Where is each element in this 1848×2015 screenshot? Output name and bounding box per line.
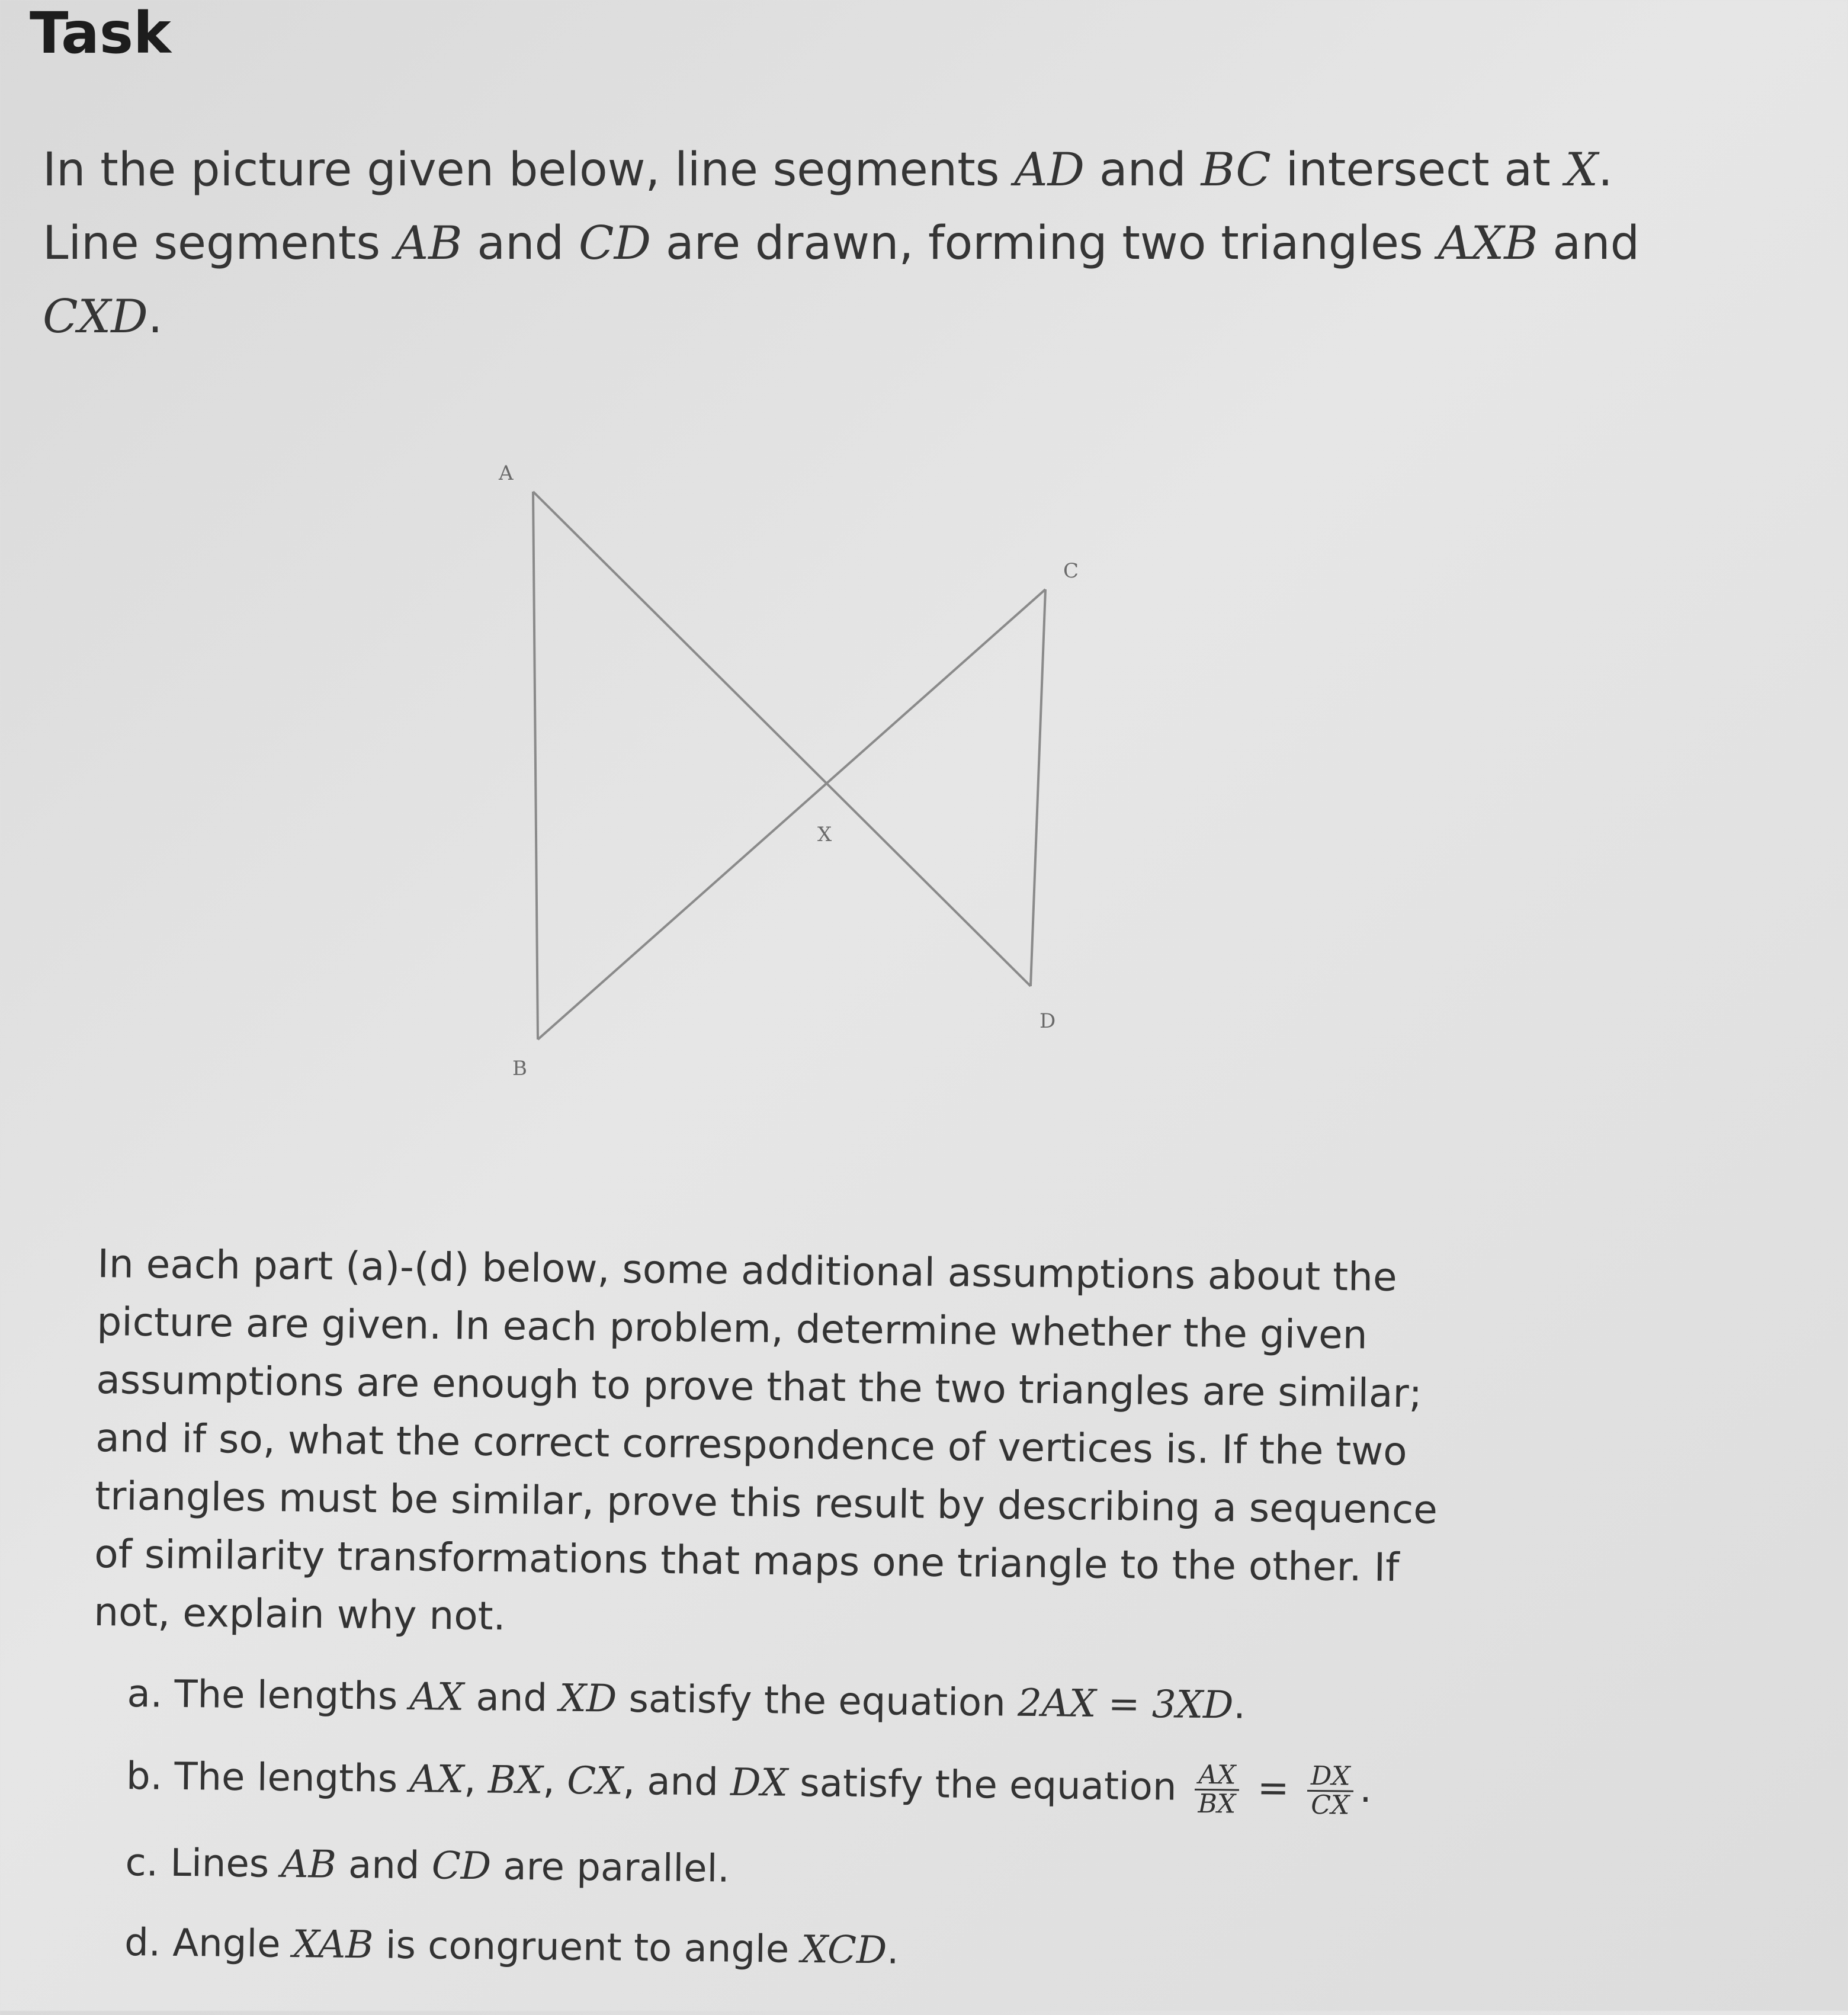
part-b [126,1750,1667,1823]
parts-list [124,1670,1667,2015]
part-text: . [1233,1683,1246,1728]
fraction-denominator: BX [1198,1788,1236,1820]
segment-bc [538,589,1045,1039]
intro-text: and [462,217,579,270]
part-text: c. Lines [125,1840,281,1886]
fraction-numerator: DX [1307,1763,1354,1792]
intro-math: AD [1014,143,1085,197]
part-text: . [1359,1767,1372,1812]
intro-text: and [1085,143,1201,197]
triangles-figure [486,450,1137,1090]
intro-math: X [1565,143,1599,197]
fraction-numerator: AX [1195,1761,1240,1791]
part-text: and [463,1675,560,1721]
part-text: , and [623,1759,731,1805]
segment-ab [533,492,538,1039]
part-text: are parallel. [490,1844,730,1891]
intro-math: CXD [43,290,148,344]
instructions-paragraph: In each part (a)-(d) below, some additional assumptions about the picture are given. In each problem, determine whether the given assumptions are enough to prove that the two triangles are similar; and if so, what the correct correspondence of vertices is. If the two triangles must be similar, prove this result by describing a sequence of similarity transformations that maps one triangle to the other. If not, explain why not. [93,1240,1438,1639]
part-text: satisfy the equation [616,1677,1018,1725]
part-text: , [543,1759,567,1803]
vertex-label-x: X [817,823,832,846]
part-math: XCD [801,1927,887,1973]
part-a [127,1670,1667,1734]
part-text: satisfy the equation [787,1761,1189,1809]
part-text: , [463,1758,489,1802]
part-math: CX [566,1759,624,1804]
intro-paragraph [43,133,1642,354]
part-math: BX [487,1758,543,1803]
segment-cd [1031,589,1045,986]
equals-sign: = [1245,1766,1302,1811]
part-text: a. The lengths [127,1671,410,1719]
intro-text: In the picture given below, line segments [43,143,1015,197]
intro-math: AB [394,217,463,270]
vertex-label-b: B [512,1057,527,1080]
intro-text: . Line segments [43,143,1613,270]
part-text: d. Angle [124,1920,293,1966]
intro-text: are drawn, forming two triangles [651,217,1438,270]
part-math: DX [730,1760,788,1805]
intro-text: . [147,290,163,344]
intro-text: intersect at [1270,143,1565,197]
intro-math: AXB [1438,217,1538,270]
task-heading: Task [30,0,171,66]
part-math: AX [409,1674,464,1719]
part-math: XAB [292,1922,374,1968]
fraction-dx-cx [1307,1760,1354,1821]
vertex-label-c: C [1063,559,1079,583]
part-text: . [886,1929,899,1973]
part-math: AB [281,1842,337,1887]
part-math: XD [559,1676,617,1721]
part-text: b. The lengths [126,1754,410,1802]
part-math: CD [431,1844,492,1889]
part-c [125,1839,1666,1902]
segment-ad [533,492,1031,986]
vertex-label-a: A [499,461,514,485]
intro-math: CD [578,217,652,270]
fraction-denominator: CX [1311,1789,1350,1821]
intro-text: and [1538,217,1640,270]
part-text: is congruent to angle [373,1923,801,1972]
vertex-label-d: D [1040,1009,1056,1033]
part-d [124,1919,1665,1982]
part-math: AX [409,1757,464,1802]
intro-math: BC [1201,143,1271,197]
part-text: and [336,1843,432,1888]
part-math: 2AX = 3XD [1017,1681,1234,1728]
fraction-ax-bx [1194,1761,1240,1818]
